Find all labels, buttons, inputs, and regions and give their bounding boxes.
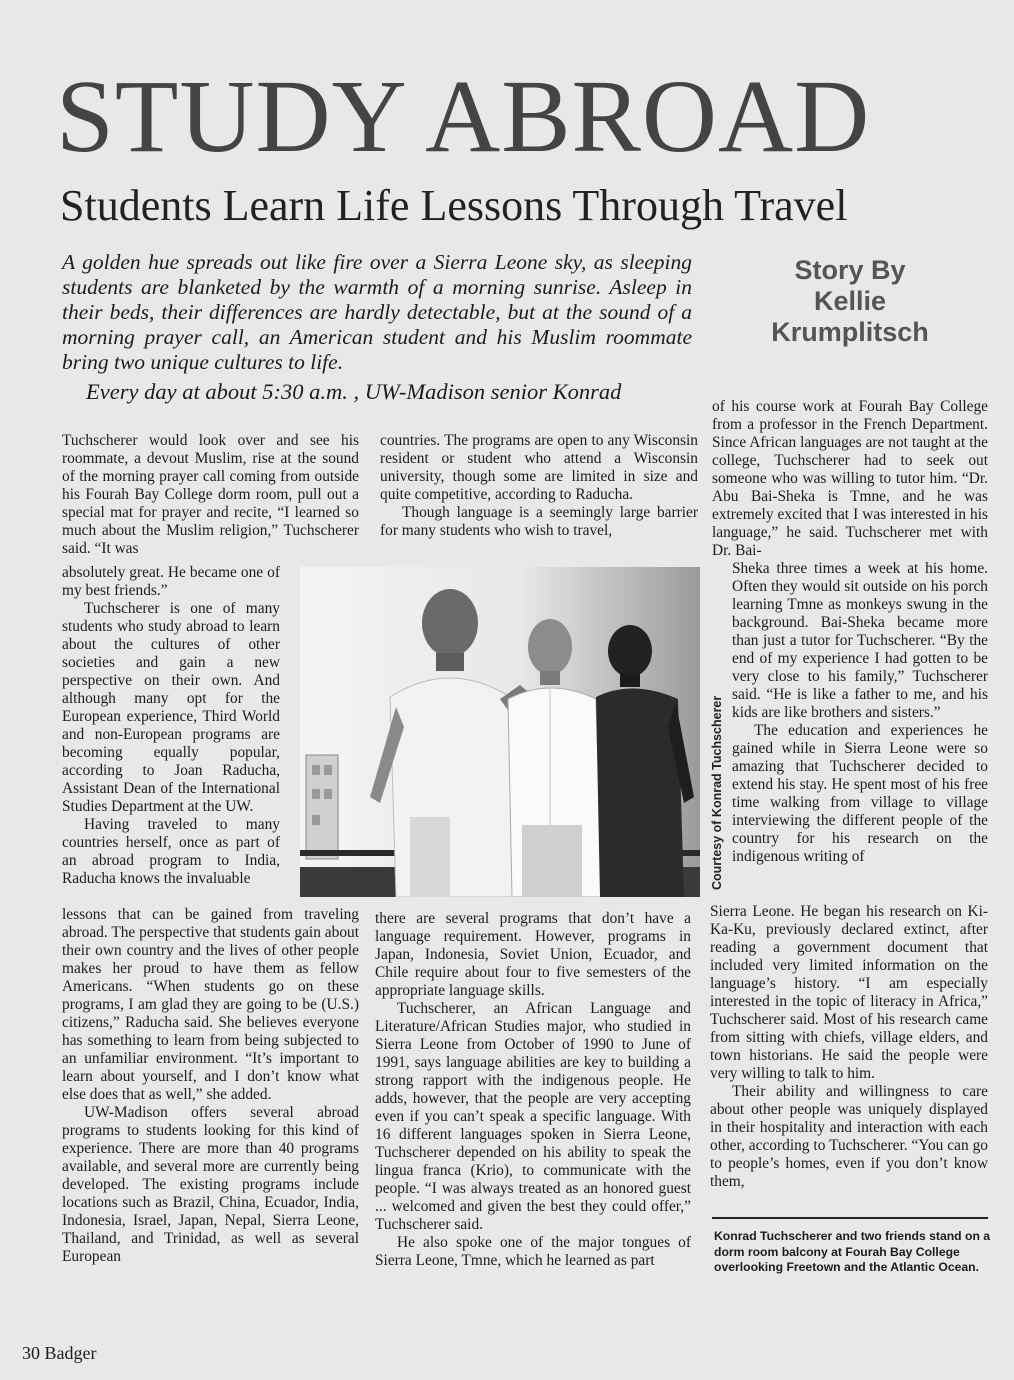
column-2-top — [380, 432, 698, 540]
photo-credit: Courtesy of Konrad Tuchscherer — [710, 695, 724, 890]
paragraph: Sheka three times a week at his home. Often they would sit outside on his porch learning Tmne as monkeys swung in the background. Bai-Sheka became more than just a tutor for Tuchscherer. “By the end of my experience I had gotten to be very close to his family,” Tuchscherer said. “He is like a father to me, and his kids are like brothers and sisters.” — [732, 560, 988, 721]
building-silhouette — [306, 755, 338, 859]
byline — [735, 255, 965, 348]
byline-label: Story By — [794, 255, 906, 285]
paragraph: lessons that can be gained from traveling abroad. The perspective that students gain about their own country and the lives of other people makes her proud to have them as fellow Americans. “When students go on these programs, I am glad they are going to be (U.S.) citizens,” Raducha said. She believes everyone has something to learn from being subjected to an unfamiliar environment. “It’s important to learn about yourself, and I don’t know what else does that as well,” she added. — [62, 906, 359, 1103]
photo-caption: Konrad Tuchscherer and two friends stand on a dorm room balcony at Fourah Bay College overlooking Freetown and the Atlantic Ocean. — [714, 1229, 991, 1275]
paragraph: Tuchscherer, an African Language and Literature/African Studies major, who studied in Sierra Leone from October of 1990 to June of 1991, says language abilities are key to building a strong rapport with the indigenous people. He adds, however, that the people are very accepting even if you can’t speak a specific language. With 16 different languages spoken in Sierra Leone, Tuchscherer depended on his ability to speak the lingua franca (Krio), to communicate with the people. “I was always treated as an honored guest ... welcomed and given the best they could offer,” Tuchscherer said. — [375, 1000, 691, 1233]
column-3-bottom — [710, 903, 988, 1191]
paragraph: Tuchscherer would look over and see his roommate, a devout Muslim, rise at the sound of the morning prayer call coming from outside his Fourah Bay College dorm room, pull out a special mat for prayer and recite, “I learned so much about the Muslim religion,” Tuchscherer said. “It was — [62, 432, 359, 557]
lede-paragraph: A golden hue spreads out like fire over a Sierra Leone sky, as sleeping students are blanketed by the warmth of a morning sunrise. Asleep in their beds, their differences are hardly detectable, but at the sound of a morning prayer call, an American student and his Muslim roommate bring two unique cultures to life. — [62, 250, 692, 374]
lede-lead-line: Every day at about 5:30 a.m. , UW-Madison senior Konrad — [86, 379, 622, 404]
page-folio: 30 Badger — [22, 1343, 97, 1363]
byline-last-name: Krumplitsch — [771, 317, 929, 347]
caption-divider — [712, 1217, 988, 1219]
paragraph: UW-Madison offers several abroad programs to students looking for this kind of experience. There are more than 40 programs available, and several more are currently being developed. The existing programs include locations such as Brazil, China, Ecuador, India, Indonesia, Israel, Japan, Nepal, Sierra Leone, Thailand, and Trinidad, as well as several European — [62, 1104, 359, 1265]
article-photo — [300, 567, 700, 897]
paragraph: of his course work at Fourah Bay College from a professor in the French Department. Since African languages are not taught at the college, Tuchscherer had to seek out someone who was willing to tutor him. “Dr. Abu Bai-Sheka is Tmne, and he was extremely excited that I was interested in his language,” he said. Tuchscherer met with Dr. Bai- — [712, 398, 988, 559]
subtitle: Students Learn Life Lessons Through Travel — [60, 181, 848, 230]
paragraph: Their ability and willingness to care about other people was uniquely displayed in their hospitality and interaction with each other, according to Tuchscherer. “You can go to people’s homes, even if you don’t know them, — [710, 1083, 988, 1190]
column-1-top — [62, 432, 359, 558]
paragraph: The education and experiences he gained while in Sierra Leone were so amazing that Tuchscherer decided to extend his stay. He spent most of his free time walking from village to village interviewing the different people of the country for his research on the indigenous writing of — [732, 722, 988, 865]
paragraph: Sierra Leone. He began his research on Ki-Ka-Ku, previously declared extinct, after reading a government document that included very limited information on the language’s history. “I am especially interested in the topic of literacy in Africa,” Tuchscherer said. Most of his research came from sitting with chiefs, village elders, and town historians. He said the people were very willing to talk to him. — [710, 903, 988, 1082]
column-1-wrap — [62, 564, 280, 888]
paragraph: Tuchscherer is one of many students who study abroad to learn about the cultures of other societies and gain a new perspective on their own. And although many opt for the European experience, Third World and non-European programs are becoming equally popular, according to Joan Raducha, Assistant Dean of the International Studies Department at the UW. — [62, 600, 280, 815]
paragraph: absolutely great. He became one of my best friends.” — [62, 564, 280, 599]
paragraph: He also spoke one of the major tongues of Sierra Leone, Tmne, which he learned as part — [375, 1234, 691, 1269]
column-3-wrap — [732, 560, 988, 866]
paragraph: countries. The programs are open to any Wisconsin resident or student who attend a Wisconsin university, though some are limited in size and quite competitive, according to Raducha. — [380, 432, 698, 503]
paragraph: Having traveled to many countries herself, once as part of an abroad program to India, Raducha knows the invaluable — [62, 816, 280, 887]
byline-first-name: Kellie — [813, 286, 887, 316]
column-3-top — [712, 398, 988, 560]
column-1-bottom — [62, 906, 359, 1266]
lede — [62, 250, 692, 404]
page-title: STUDY ABROAD — [56, 59, 871, 174]
paragraph: Though language is a seemingly large barrier for many students who wish to travel, — [380, 504, 698, 539]
paragraph: there are several programs that don’t have a language requirement. However, programs in Japan, Indonesia, Soviet Union, Ecuador, and Chile require about four to five semesters of the appropriate language skills. — [375, 910, 691, 999]
column-2-bottom — [375, 910, 691, 1270]
